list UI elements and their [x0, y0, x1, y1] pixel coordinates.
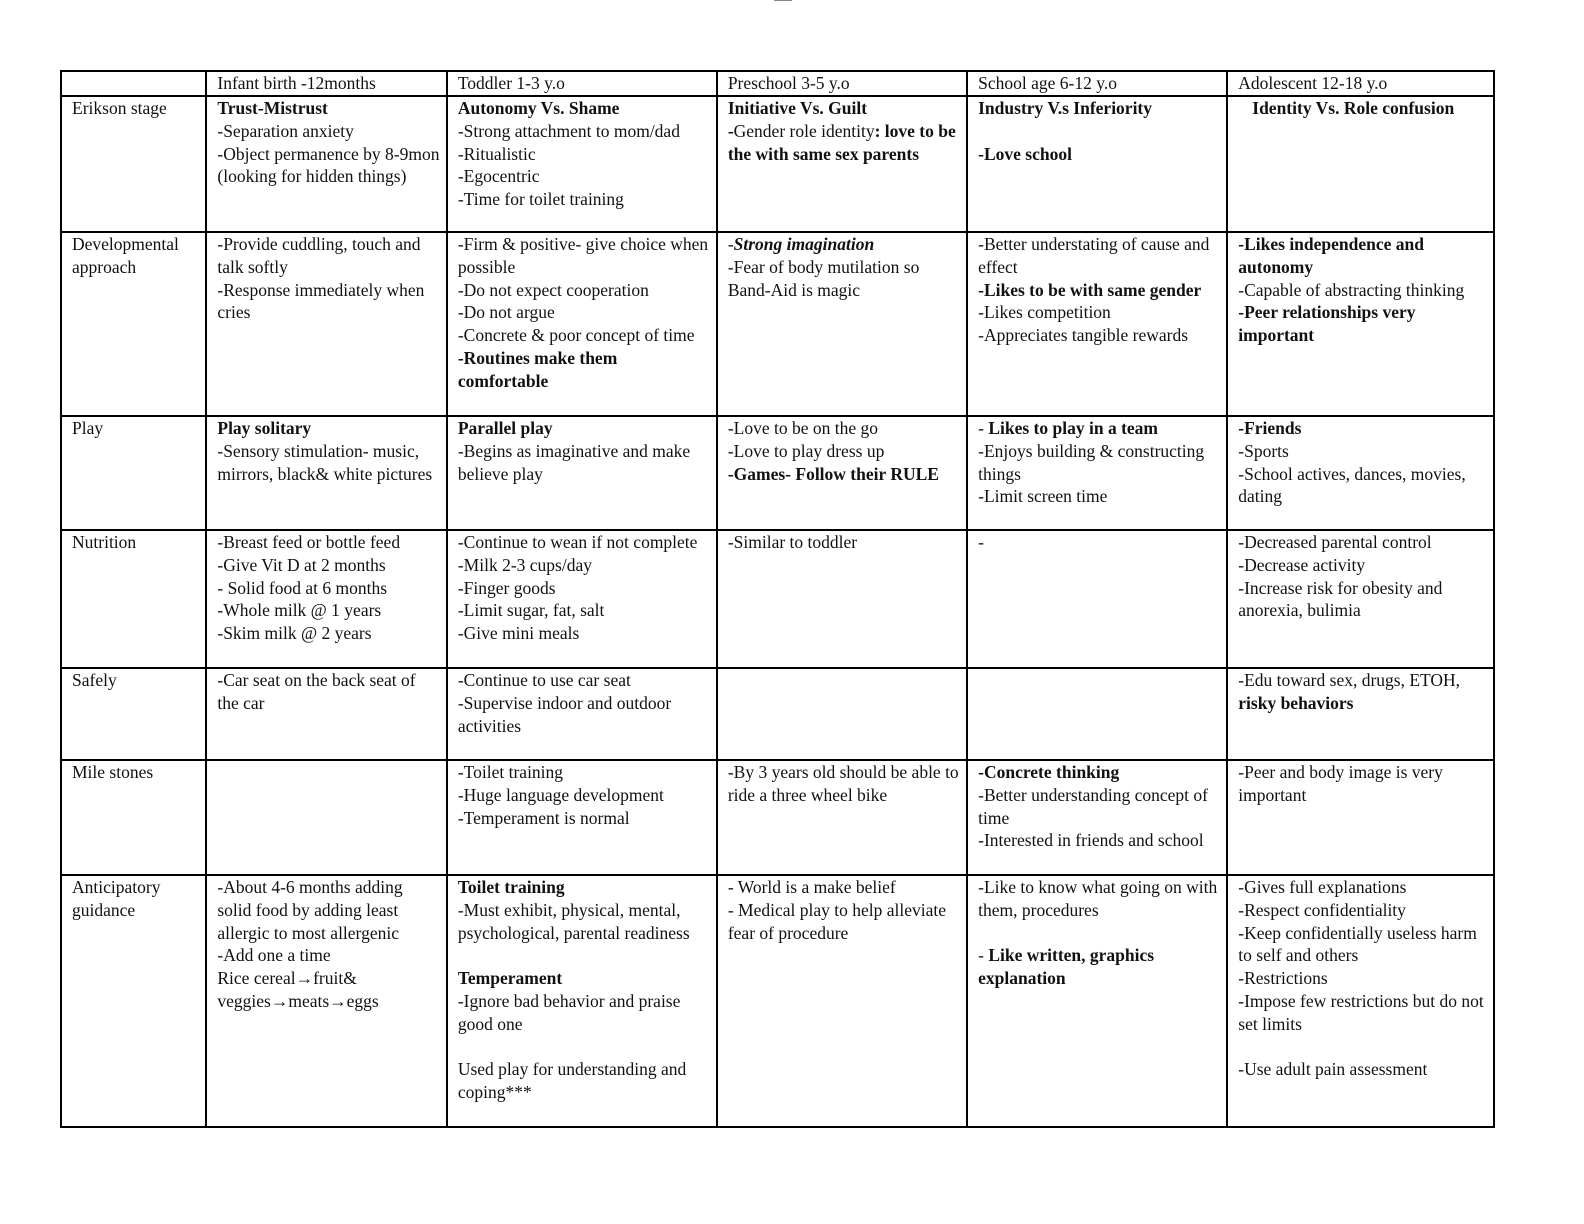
row-label-developmental: Developmental approach: [61, 232, 206, 416]
header-toddler: Toddler 1-3 y.o: [447, 71, 717, 96]
row-label-play: Play: [61, 416, 206, 530]
cell-title: Autonomy Vs. Shame: [457, 98, 620, 118]
cell-milestones-toddler: [447, 760, 717, 875]
cell-line: -Love school: [978, 143, 1072, 164]
header-infant: Infant birth -12months: [206, 71, 446, 96]
cell-title: Identity Vs. Role confusion: [1252, 98, 1455, 118]
cell-nutrition-adolescent: [1227, 530, 1494, 668]
cell-line: -Gives full explanations: [1238, 877, 1407, 897]
text-bold: Like written, graphics explanation: [978, 945, 1155, 989]
cell-erikson-toddler: [447, 96, 717, 232]
cell-line: -Like to know what going on with them, procedures: [978, 877, 1218, 920]
cell-safety-preschool: [717, 668, 967, 760]
row-label-anticipatory: Anticipatory guidance: [61, 875, 206, 1127]
cell-line: [1238, 669, 1487, 715]
cell-milestones-adolescent: [1227, 760, 1494, 875]
growth-development-table: [60, 70, 1495, 1128]
cell-line: Rice cereal→fruit& veggies→meats→eggs: [217, 968, 379, 1011]
cell-line: -Fear of body mutilation so Band-Aid is magic: [727, 256, 920, 300]
cell-line: - Solid food at 6 months: [217, 577, 388, 598]
cell-line: -Interested in friends and school: [978, 830, 1204, 851]
cell-line: -Similar to toddler: [727, 532, 858, 552]
cell-title: Play solitary: [217, 418, 312, 438]
cell-line: -Ritualistic: [457, 143, 536, 164]
cell-line: -Provide cuddling, touch and talk softly: [217, 234, 421, 277]
cell-erikson-adolescent: [1227, 96, 1494, 232]
cell-title: Industry V.s Inferiority: [978, 98, 1153, 118]
page-mark: [774, 0, 792, 1]
cell-line: -About 4-6 months adding solid food by adding least allergic to most allergenic: [217, 877, 403, 943]
cell-line: [978, 417, 1220, 440]
cell-line: -Concrete & poor concept of time: [457, 325, 695, 346]
cell-line: -Time for toilet training: [457, 189, 624, 210]
cell-milestones-school: [967, 760, 1227, 875]
header-school-age: School age 6-12 y.o: [967, 71, 1227, 96]
cell-play-toddler: [447, 416, 717, 530]
text-dash: -: [727, 120, 734, 141]
cell-line: -Peer and body image is very important: [1238, 762, 1443, 805]
cell-line: -Routines make them comfortable: [457, 347, 618, 391]
row-label-milestones: Mile stones: [61, 760, 206, 875]
cell-milestones-preschool: [717, 760, 967, 875]
cell-anticipatory-preschool: [717, 875, 967, 1127]
cell-line: -Friends: [1238, 418, 1302, 438]
blank-line: [978, 922, 1220, 945]
cell-line: -Enjoys building & constructing things: [978, 440, 1205, 484]
cell-safety-school: [967, 668, 1227, 760]
cell-anticipatory-infant: [206, 875, 446, 1127]
text-normal: -Edu toward sex, drugs, ETOH,: [1238, 670, 1461, 690]
cell-line: -Response immediately when cries: [217, 279, 425, 323]
cell-line: -Firm & positive- give choice when possible: [457, 234, 709, 277]
cell-line: -Car seat on the back seat of the car: [217, 670, 416, 713]
row-nutrition: [61, 530, 1494, 668]
cell-line: -Separation anxiety: [217, 120, 354, 141]
cell-line: -Give Vit D at 2 months: [217, 554, 386, 575]
cell-safety-adolescent: [1227, 668, 1494, 760]
cell-line: -Begins as imaginative and make believe play: [457, 440, 691, 484]
cell-line: -Sensory stimulation- music, mirrors, black& white pictures: [217, 440, 433, 484]
cell-line: -Likes competition: [978, 302, 1111, 323]
cell-line: -Finger goods: [457, 577, 556, 598]
row-milestones: [61, 760, 1494, 875]
cell-line: -Restrictions: [1238, 968, 1328, 989]
cell-line: -By 3 years old should be able to ride a three wheel bike: [727, 762, 959, 805]
row-label-nutrition: Nutrition: [61, 530, 206, 668]
cell-erikson-preschool: [717, 96, 967, 232]
cell-line: -Sports: [1238, 440, 1289, 461]
row-play: [61, 416, 1494, 530]
cell-line: -Impose few restrictions but do not set limits: [1238, 990, 1484, 1034]
cell-line: -Love to be on the go: [727, 418, 878, 438]
cell-erikson-school: [967, 96, 1227, 232]
cell-line: -Strong attachment to mom/dad: [457, 120, 680, 141]
cell-nutrition-preschool: [717, 530, 967, 668]
cell-line: -Decreased parental control: [1238, 532, 1432, 552]
cell-line: -Love to play dress up: [727, 440, 885, 461]
cell-line: [728, 120, 960, 166]
text-normal: Gender role identity: [733, 120, 875, 141]
cell-line: -Continue to wean if not complete: [457, 532, 698, 552]
cell-line: -Likes independence and autonomy: [1238, 234, 1424, 277]
cell-line: -Ignore bad behavior and praise good one: [457, 990, 681, 1034]
blank-line: [458, 944, 710, 967]
cell-play-school: [967, 416, 1227, 530]
cell-line: -Use adult pain assessment: [1238, 1059, 1428, 1080]
text-bold: risky behaviors: [1238, 692, 1354, 713]
header-row: [61, 71, 1494, 96]
blank-line: [458, 1036, 710, 1059]
cell-line: -Huge language development: [457, 784, 664, 805]
cell-play-infant: [206, 416, 446, 530]
cell-line: [978, 944, 1220, 990]
cell-line: -Add one a time: [217, 945, 331, 966]
cell-safety-toddler: [447, 668, 717, 760]
cell-dev-school: [967, 232, 1227, 416]
cell-line: -Give mini meals: [457, 623, 580, 644]
cell-line: -School actives, dances, movies, dating: [1238, 463, 1466, 507]
cell-line: Used play for understanding and coping***: [457, 1059, 687, 1103]
row-safety: [61, 668, 1494, 760]
cell-dev-preschool: [717, 232, 967, 416]
cell-anticipatory-toddler: [447, 875, 717, 1127]
cell-line: -Concrete thinking: [978, 762, 1120, 782]
cell-line: -Increase risk for obesity and anorexia, bulimia: [1238, 577, 1443, 621]
cell-title: Temperament: [457, 968, 563, 989]
cell-erikson-infant: [206, 96, 446, 232]
cell-dev-toddler: [447, 232, 717, 416]
cell-milestones-infant: [206, 760, 446, 875]
cell-line: -Toilet training: [457, 762, 564, 782]
cell-play-preschool: [717, 416, 967, 530]
cell-line: -Do not argue: [457, 302, 555, 323]
text-bold-italic: Strong imagination: [733, 234, 875, 254]
row-erikson-stage: [61, 96, 1494, 232]
cell-line: -Respect confidentiality: [1238, 899, 1406, 920]
cell-line: -Capable of abstracting thinking: [1238, 279, 1465, 300]
cell-line: -Object permanence by 8-9mon (looking for hidden things): [217, 143, 440, 187]
cell-dev-infant: [206, 232, 446, 416]
cell-title: Toilet training: [457, 877, 565, 897]
cell-nutrition-toddler: [447, 530, 717, 668]
blank-line: [1238, 1036, 1487, 1059]
header-corner: [61, 71, 206, 96]
cell-line: -Do not expect cooperation: [457, 279, 649, 300]
cell-line: -Decrease activity: [1238, 554, 1366, 575]
cell-anticipatory-adolescent: [1227, 875, 1494, 1127]
cell-line: -Continue to use car seat: [457, 670, 631, 690]
cell-nutrition-infant: [206, 530, 446, 668]
row-label-safety: Safely: [61, 668, 206, 760]
blank-line: [978, 120, 1220, 143]
row-label-erikson: Erikson stage: [61, 96, 206, 232]
text-dash: -: [727, 234, 734, 254]
cell-line: -Limit screen time: [978, 486, 1108, 507]
cell-anticipatory-school: [967, 875, 1227, 1127]
cell-line: -Appreciates tangible rewards: [978, 325, 1189, 346]
cell-title: Initiative Vs. Guilt: [727, 98, 868, 118]
cell-title: Trust-Mistrust: [217, 98, 328, 118]
cell-line: -Breast feed or bottle feed: [217, 532, 401, 552]
text-bold: Likes to play in a team: [988, 418, 1158, 438]
text-dash: -: [978, 945, 989, 966]
cell-line: -Games- Follow their RULE: [727, 463, 939, 484]
cell-line: -Likes to be with same gender: [978, 279, 1202, 300]
cell-line: - Medical play to help alleviate fear of procedure: [727, 899, 947, 943]
cell-line: -Better understating of cause and effect: [978, 234, 1210, 277]
cell-line: -Whole milk @ 1 years: [217, 600, 382, 621]
text-bold: : love to be the with same sex parents: [727, 120, 956, 164]
row-developmental-approach: [61, 232, 1494, 416]
cell-line: [728, 233, 960, 256]
cell-line: -Better understanding concept of time: [978, 784, 1208, 828]
cell-play-adolescent: [1227, 416, 1494, 530]
cell-line: -Milk 2-3 cups/day: [457, 554, 592, 575]
header-adolescent: Adolescent 12-18 y.o: [1227, 71, 1494, 96]
cell-nutrition-school: [967, 530, 1227, 668]
cell-line: -Supervise indoor and outdoor activities: [457, 692, 672, 736]
cell-line: -Peer relationships very important: [1238, 302, 1416, 346]
cell-line: -Keep confidentially useless harm to self and others: [1238, 922, 1477, 966]
cell-line: -: [978, 532, 984, 552]
cell-title: Parallel play: [457, 418, 553, 438]
cell-safety-infant: [206, 668, 446, 760]
cell-line: -Must exhibit, physical, mental, psychological, parental readiness: [457, 899, 690, 943]
cell-line: -Skim milk @ 2 years: [217, 623, 372, 644]
cell-line: -Limit sugar, fat, salt: [457, 600, 605, 621]
cell-dev-adolescent: [1227, 232, 1494, 416]
header-preschool: Preschool 3-5 y.o: [717, 71, 967, 96]
cell-line: - World is a make belief: [727, 877, 896, 897]
cell-line: -Temperament is normal: [457, 807, 630, 828]
text-dash: -: [978, 418, 989, 438]
cell-line: -Egocentric: [457, 166, 540, 187]
row-anticipatory-guidance: [61, 875, 1494, 1127]
